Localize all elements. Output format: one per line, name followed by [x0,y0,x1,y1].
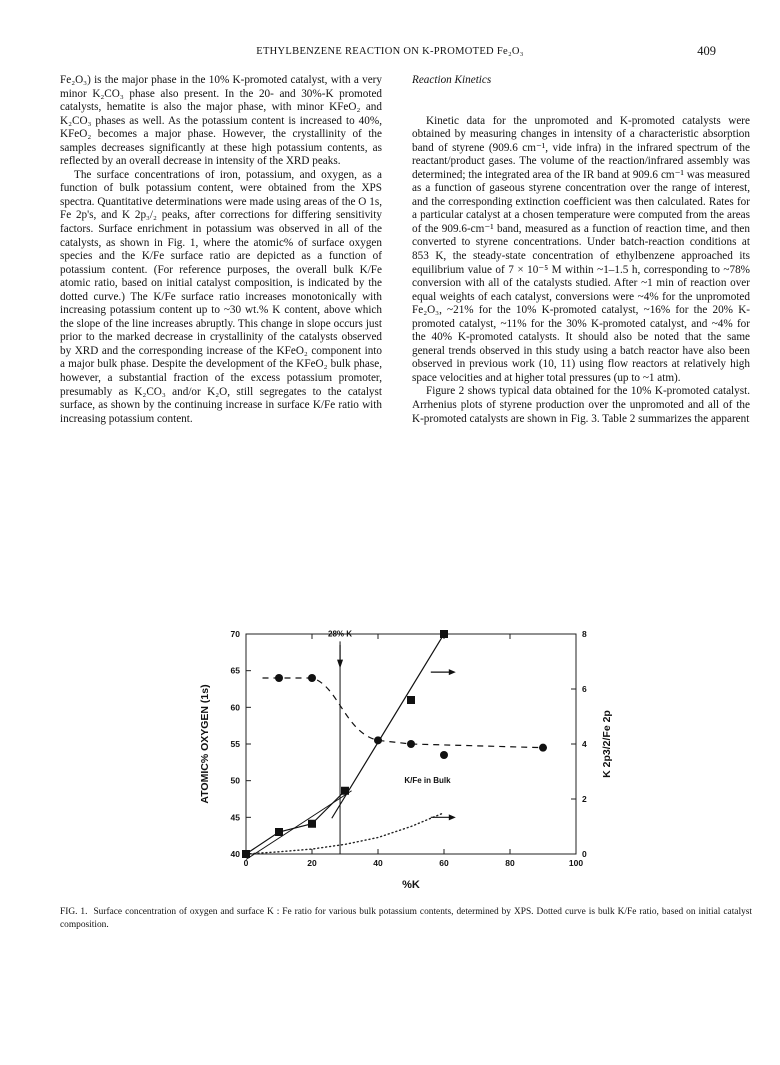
right-column [412,74,750,426]
x-tick-label: 60 [439,858,449,868]
kfe-line-low [246,791,345,854]
left-column [60,74,382,426]
kfe-point [308,820,316,828]
kfe-point [341,787,349,795]
kfe-fit-low [246,791,352,860]
running-title: ETHYLBENZENE REACTION ON K-PROMOTED Fe₂O₃ [256,46,524,57]
y-right-tick-label: 8 [582,629,587,639]
y-left-tick-label: 55 [230,739,240,749]
y-left-tick-label: 70 [230,629,240,639]
arrow-bulk-to-right-axis-head [449,814,456,820]
y-right-tick-label: 2 [582,794,587,804]
figure-1 [190,624,630,899]
oxygen-point [440,751,448,759]
x-tick-label: 20 [307,858,317,868]
y-right-tick-label: 0 [582,849,587,859]
x-tick-label: 100 [568,858,584,868]
y-right-axis-label: K 2p3/2/Fe 2p [601,710,613,778]
y-left-tick-label: 40 [230,849,240,859]
right-paragraph-2: Figure 2 shows typical data obtained for the 10% K-promoted catalyst. Arrhenius plots of styrene production over the unpromoted and all of the K-promoted catalysts are shown in Fig. 3. Table 2 summarizes the apparent [412,385,750,425]
kfe-point [242,850,250,858]
oxygen-point [308,674,316,682]
right-paragraph-1: Kinetic data for the unpromoted and K-promoted catalysts were obtained by measuring changes in intensity of a characteristic absorption band of styrene (909.6 cm⁻¹, vide infra) in the infrared spectrum of the reactant/product gases. The volume of the reaction/infrared assembly was determined; the integrated area of the IR band at 909.6 cm⁻¹ was measured as a function of gaseous styrene concentration over the range of interest, and the corresponding extinction coefficient was then calculated. Rates for a particular catalyst at a chosen temperature were computed from the areas of the 909.6-cm⁻¹ band, measured as a function of reaction time, and then converted to styrene concentrations. Under batch-reaction conditions at 853 K, the steady-state concentration of ethylbenzene approached its equilibrium value of 7 × 10⁻⁵ M within ~1–1.5 h, corresponding to ~78% conversion with all of the catalysts studied. After ~1 min of reaction over equal weights of each catalyst, conversions were ~4% for the unpromoted Fe₂O₃, ~21% for the 10% K-promoted catalyst, ~16% for the 20% K-promoted catalyst, ~11% for the 30% K-promoted catalyst, and ~4% for the 40% K-promoted catalysts. It should also be noted that the same general trends observed in this study using a batch reactor have also been observed in previous work (10, 11) using flow reactors at relatively high space velocities and at higher total pressures (up to ~1 atm). [412,114,750,384]
annotation-28k: 28% K [328,629,353,639]
page-number: 409 [697,44,716,58]
oxygen-point [539,744,547,752]
page-header [0,46,780,62]
figure-caption [60,906,752,931]
x-tick-label: 40 [373,858,383,868]
arrow-to-right-axis-head [449,669,456,675]
left-paragraph-1: Fe₂O₃) is the major phase in the 10% K-promoted catalyst, with a very minor K₂CO₃ phase also present. In the 20- and 30%-K promoted catalysts, hematite is also the major phase, with minor KFeO₂ and K₂CO₃ phases as well. As the potassium content is increased to 40%, KFeO₂ becomes a major phase. However, the crystallinity of the samples decreases significantly at these high potassium contents, as reflected by an overall decrease in intensity of the XRD peaks. [60,74,382,168]
caption-label: FIG. 1. [60,907,88,917]
section-heading: Reaction Kinetics [412,74,492,86]
y-left-tick-label: 65 [230,665,240,676]
y-left-tick-label: 45 [230,812,240,823]
oxygen-curve [263,678,544,748]
x-axis-label: %K [402,879,420,891]
oxygen-point [374,736,382,744]
y-left-tick-label: 50 [230,775,240,786]
x-tick-label: 0 [243,858,249,868]
kfe-point [407,696,415,704]
figure-1-chart [190,624,630,899]
kfe-point [440,630,448,638]
oxygen-point [275,674,283,682]
y-left-tick-label: 60 [230,702,240,713]
left-paragraph-2: The surface concentrations of iron, potassium, and oxygen, as a function of bulk potassium content, were obtained from the XPS spectra. Quantitative determinations were made using areas of the O 1s, Fe 2p's, and K 2p₃/₂ peaks, after corrections for differing sensitivity factors. Surface enrichment in potassium was observed in all of the catalysts, as shown in Fig. 1, where the atomic% of surface oxygen species and the K/Fe surface ratio are depicted as a function of potassium content. (For reference purposes, the overall bulk K/Fe atomic ratio, based on initial catalyst composition, is indicated by the dotted curve.) The K/Fe surface ratio increases monotonically with increasing potassium content up to ~30 wt.% K content, above which the slope of the line increases abruptly. This change in slope occurs just prior to the marked decrease in crystallinity of the catalysts observed by XRD and the corresponding increase of the KFeO₂ component into a major bulk phase. Despite the development of the KFeO₂ bulk phase, however, a substantial fraction of the excess potassium promoter, presumably as K₂CO₃ and/or K₂O, still segregates to the catalyst surface, as shown by the continuing increase in surface K/Fe ratio with increasing potassium content. [60,168,382,425]
y-right-tick-label: 6 [582,684,587,694]
y-right-tick-label: 4 [582,739,587,749]
y-left-axis-label: ATOMIC% OXYGEN (1s) [199,684,211,804]
annotation-bulk: K/Fe in Bulk [404,775,451,785]
oxygen-point [407,740,415,748]
caption-text: Surface concentration of oxygen and surface K : Fe ratio for various bulk potassium contents, determined by XPS. Dotted curve is bulk K/Fe ratio, based on initial catalyst composition. [60,907,753,930]
x-tick-label: 80 [505,858,515,868]
kfe-point [275,828,283,836]
marker-28k-arrow-head [337,660,343,669]
